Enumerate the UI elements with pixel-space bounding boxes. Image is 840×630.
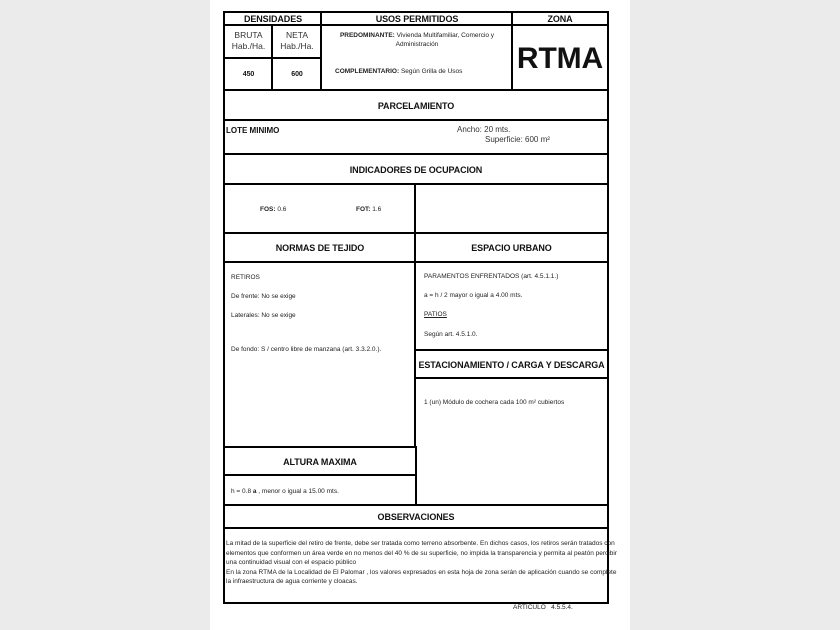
observaciones-cell [223,527,617,604]
altura-formula-var: a [252,488,257,495]
altura-formula-post: , menor o igual a 15.00 mts. [256,488,339,495]
observaciones-header-text: OBSERVACIONES [377,512,455,522]
fot-label: FOT: [356,206,371,213]
patios-label: PATIOS [424,311,447,318]
estacionamiento-header-text: ESTACIONAMIENTO / CARGA Y DESCARGA [418,359,605,370]
predominante-label: PREDOMINANTE: [339,32,395,39]
retiro-laterales: Laterales: No se exige [231,312,296,319]
densidades-header-text: DENSIDADES [243,14,302,24]
normas-tejido-header-text: NORMAS DE TEJIDO [275,243,365,253]
estacionamiento-cell [414,377,609,507]
lote-minimo-label: LOTE MINIMO [226,126,280,135]
lote-minimo-cell [223,119,609,156]
altura-maxima-value [231,488,339,495]
parcelamiento-header-text: PARCELAMIENTO [377,100,455,111]
bruta-value-cell [223,57,274,92]
altura-maxima-cell [223,474,417,507]
patios-value: Según art. 4.5.1.0. [424,331,478,338]
zona-value: RTMA [516,42,604,75]
retiro-frente: De frente: No se exige [231,293,296,300]
superficie-value: Superficie: 600 m² [485,135,550,144]
fos-fot-cell [223,183,417,235]
altura-maxima-header [223,446,417,477]
altura-maxima-header-text: ALTURA MAXIMA [283,456,357,467]
estacionamiento-value: 1 (un) Módulo de cochera cada 100 m² cubiertos [424,399,565,406]
observacion-line: una continuidad visual con el espacio público [226,559,357,567]
neta-label: NETA [285,30,309,40]
usos-header-text: USOS PERMITIDOS [375,14,459,24]
normas-tejido-header [223,232,417,264]
observacion-line: elementos que conformen un área verde en no menos del 40 % de su superficie, no impida la transparencia y permita al peatón percibir [226,549,617,557]
indicadores-header-text: INDICADORES DE OCUPACION [349,164,483,175]
parcelamiento-header [223,89,609,122]
observacion-line: La mitad de la superficie del retiro de frente, debe ser tratada como terreno absorbente. En dichos casos, los retiros serán tratados con [226,540,615,547]
observacion-line: En la zona RTMA de la Localidad de El Palomar , los valores expresados en esta hoja de zona serán de aplicación cuando se complete [226,568,617,576]
indicadores-header [223,153,609,186]
neta-label-cell [271,24,323,60]
estacionamiento-header [414,349,609,380]
neta-value-cell [271,57,323,92]
ancho-value: Ancho: 20 mts. [457,125,511,134]
bruta-label: BRUTA [234,30,263,40]
retiros-label: RETIROS [231,274,260,281]
complementario-value: Según Grilla de Usos [400,68,463,75]
indicadores-empty-cell [414,183,609,235]
predominante-value: Vivienda Multifamiliar, Comercio y [396,32,495,39]
neta-unit: Hab./Ha. [280,41,314,51]
espacio-urbano-cell [414,261,609,352]
espacio-urbano-header-text: ESPACIO URBANO [471,243,552,253]
retiro-fondo: De fondo: S / centro libre de manzana (art. 3.3.2.0.). [231,346,382,353]
complementario-label: COMPLEMENTARIO: [335,68,400,75]
usos-cell [320,24,514,92]
bruta-value: 450 [242,71,255,78]
altura-formula-pre: h = 0.8 [231,488,253,495]
espacio-urbano-header [414,232,609,264]
observacion-line: la infraestructura de agua corriente y cloacas. [226,578,358,586]
paramentos-label: PARAMENTOS ENFRENTADOS (art. 4.5.1.1.) [424,273,559,280]
zona-header-text: ZONA [547,14,573,24]
bruta-unit: Hab./Ha. [231,41,266,51]
fot-value: 1.6 [372,206,382,213]
normas-tejido-cell [223,261,417,449]
paramentos-formula: a = h / 2 mayor o igual a 4.00 mts. [424,292,523,299]
predominante-value-2: Administración [395,41,439,48]
fos-label: FOS: [260,206,276,213]
bruta-label-cell [223,24,274,60]
fos-value: 0.6 [277,206,287,213]
zona-cell [511,24,609,92]
articulo-reference: ARTICULO 4.5.5.4. [513,604,573,611]
neta-value: 600 [291,71,303,78]
